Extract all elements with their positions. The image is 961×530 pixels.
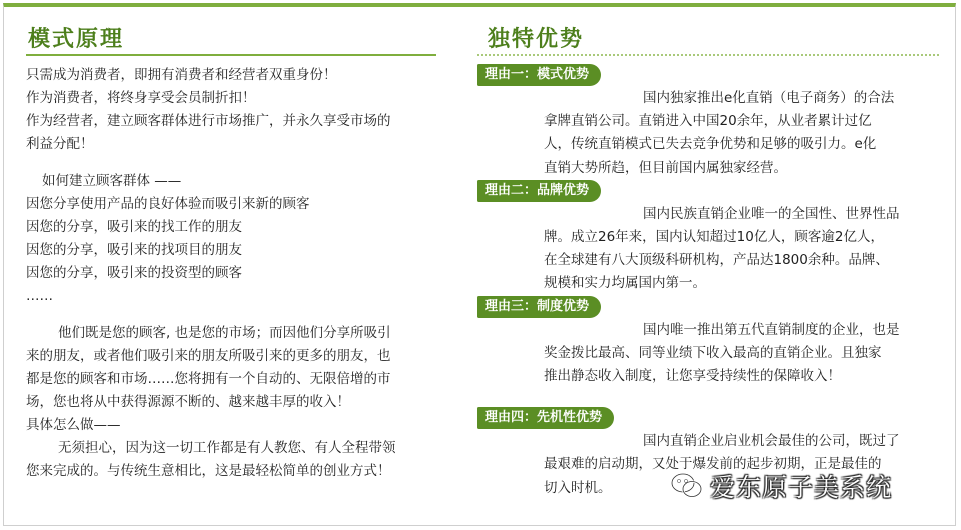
left-title-underline: [26, 54, 436, 56]
subheading: 如何建立顾客群体 ——: [42, 173, 182, 189]
reason-badge: 理由一：模式优势: [477, 64, 601, 86]
reason-line: 国内唯一推出第五代直销制度的企业，也是: [643, 321, 900, 338]
reason-line: 国内直销企业启业机会最佳的公司，既过了: [643, 433, 900, 450]
point-line: 因您的分享，吸引来的找项目的朋友: [26, 242, 242, 258]
wechat-icon: [670, 471, 704, 501]
left-title: 模式原理: [28, 27, 125, 52]
reason-line: 在全球建有八大顶级科研机构，产品达1800余种。品牌、: [544, 252, 889, 269]
reason-line: 牌。成立26年来，国内认知超过10亿人，顾客逾2亿人，: [544, 229, 884, 246]
reason-line: 直销大势所趋，但目前国内属独家经营。: [544, 159, 787, 176]
reason-text: [477, 203, 947, 296]
intro-line: 只需成为消费者，即拥有消费者和经营者双重身份！: [26, 67, 337, 83]
watermark-text: 爱东原子美系统: [710, 473, 893, 502]
closing-line: 您来完成的。与传统生意相比，这是最轻松简单的创业方式！: [26, 463, 391, 479]
right-column: [477, 63, 947, 500]
reason-line: 切入时机。: [544, 479, 612, 496]
closing-line: 无须担心，因为这一切工作都是有人教您、有人全程带领: [58, 440, 396, 456]
paragraph-line: 他们既是您的顾客, 也是您的市场；而因他们分享所吸引: [58, 325, 391, 341]
reason-line: 推出静态收入制度，让您享受持续性的保障收入！: [544, 368, 841, 385]
reason-line: 拿牌直销公司。直销进入中国20余年，从业者累计过亿: [544, 113, 872, 130]
intro-line: 作为消费者，将终身享受会员制折扣！: [26, 90, 256, 106]
point-line: 因您的分享，吸引来的找工作的朋友: [26, 219, 242, 235]
point-line: 因您分享使用产品的良好体验而吸引来新的顾客: [26, 196, 310, 212]
paragraph-line: 场，您也将从中获得源源不断的、越来越丰厚的收入！: [26, 394, 350, 410]
left-column: [26, 64, 446, 483]
reason-badge: 理由四：先机性优势: [477, 407, 614, 429]
reason-badge: 理由二：品牌优势: [477, 180, 601, 202]
paragraph-line: 来的朋友，或者他们吸引来的朋友所吸引来的更多的朋友，也: [26, 348, 391, 364]
watermark: [670, 466, 892, 506]
point-line: 因您的分享，吸引来的投资型的顾客: [26, 265, 242, 281]
intro-line: 利益分配！: [26, 136, 94, 152]
how-label: 具体怎么做——: [26, 417, 121, 433]
reason-line: 人，传统直销模式已失去竞争优势和足够的吸引力。e化: [544, 136, 877, 153]
intro-line: 作为经营者，建立顾客群体进行市场推广，并永久享受市场的: [26, 113, 391, 129]
reason-line: 国内民族直销企业唯一的全国性、世界性品: [643, 205, 900, 222]
reason-line: 最艰难的启动期，又处于爆发前的起步初期，正是最佳的: [544, 456, 882, 473]
reason-text: [477, 319, 947, 389]
ellipsis: ……: [26, 288, 53, 304]
reason-text: [477, 87, 947, 180]
reason-badge: 理由三：制度优势: [477, 296, 601, 318]
reason-line: 国内独家推出e化直销（电子商务）的合法: [643, 90, 895, 106]
reason-line: 奖金拨比最高、同等业绩下收入最高的直销企业。且独家: [544, 344, 882, 361]
right-title: 独特优势: [488, 27, 585, 52]
paragraph-line: 都是您的顾客和市场……您将拥有一个自动的、无限倍增的市: [26, 371, 391, 387]
right-title-underline: [477, 54, 939, 56]
reason-line: 规模和实力均属国内第一。: [544, 275, 706, 292]
